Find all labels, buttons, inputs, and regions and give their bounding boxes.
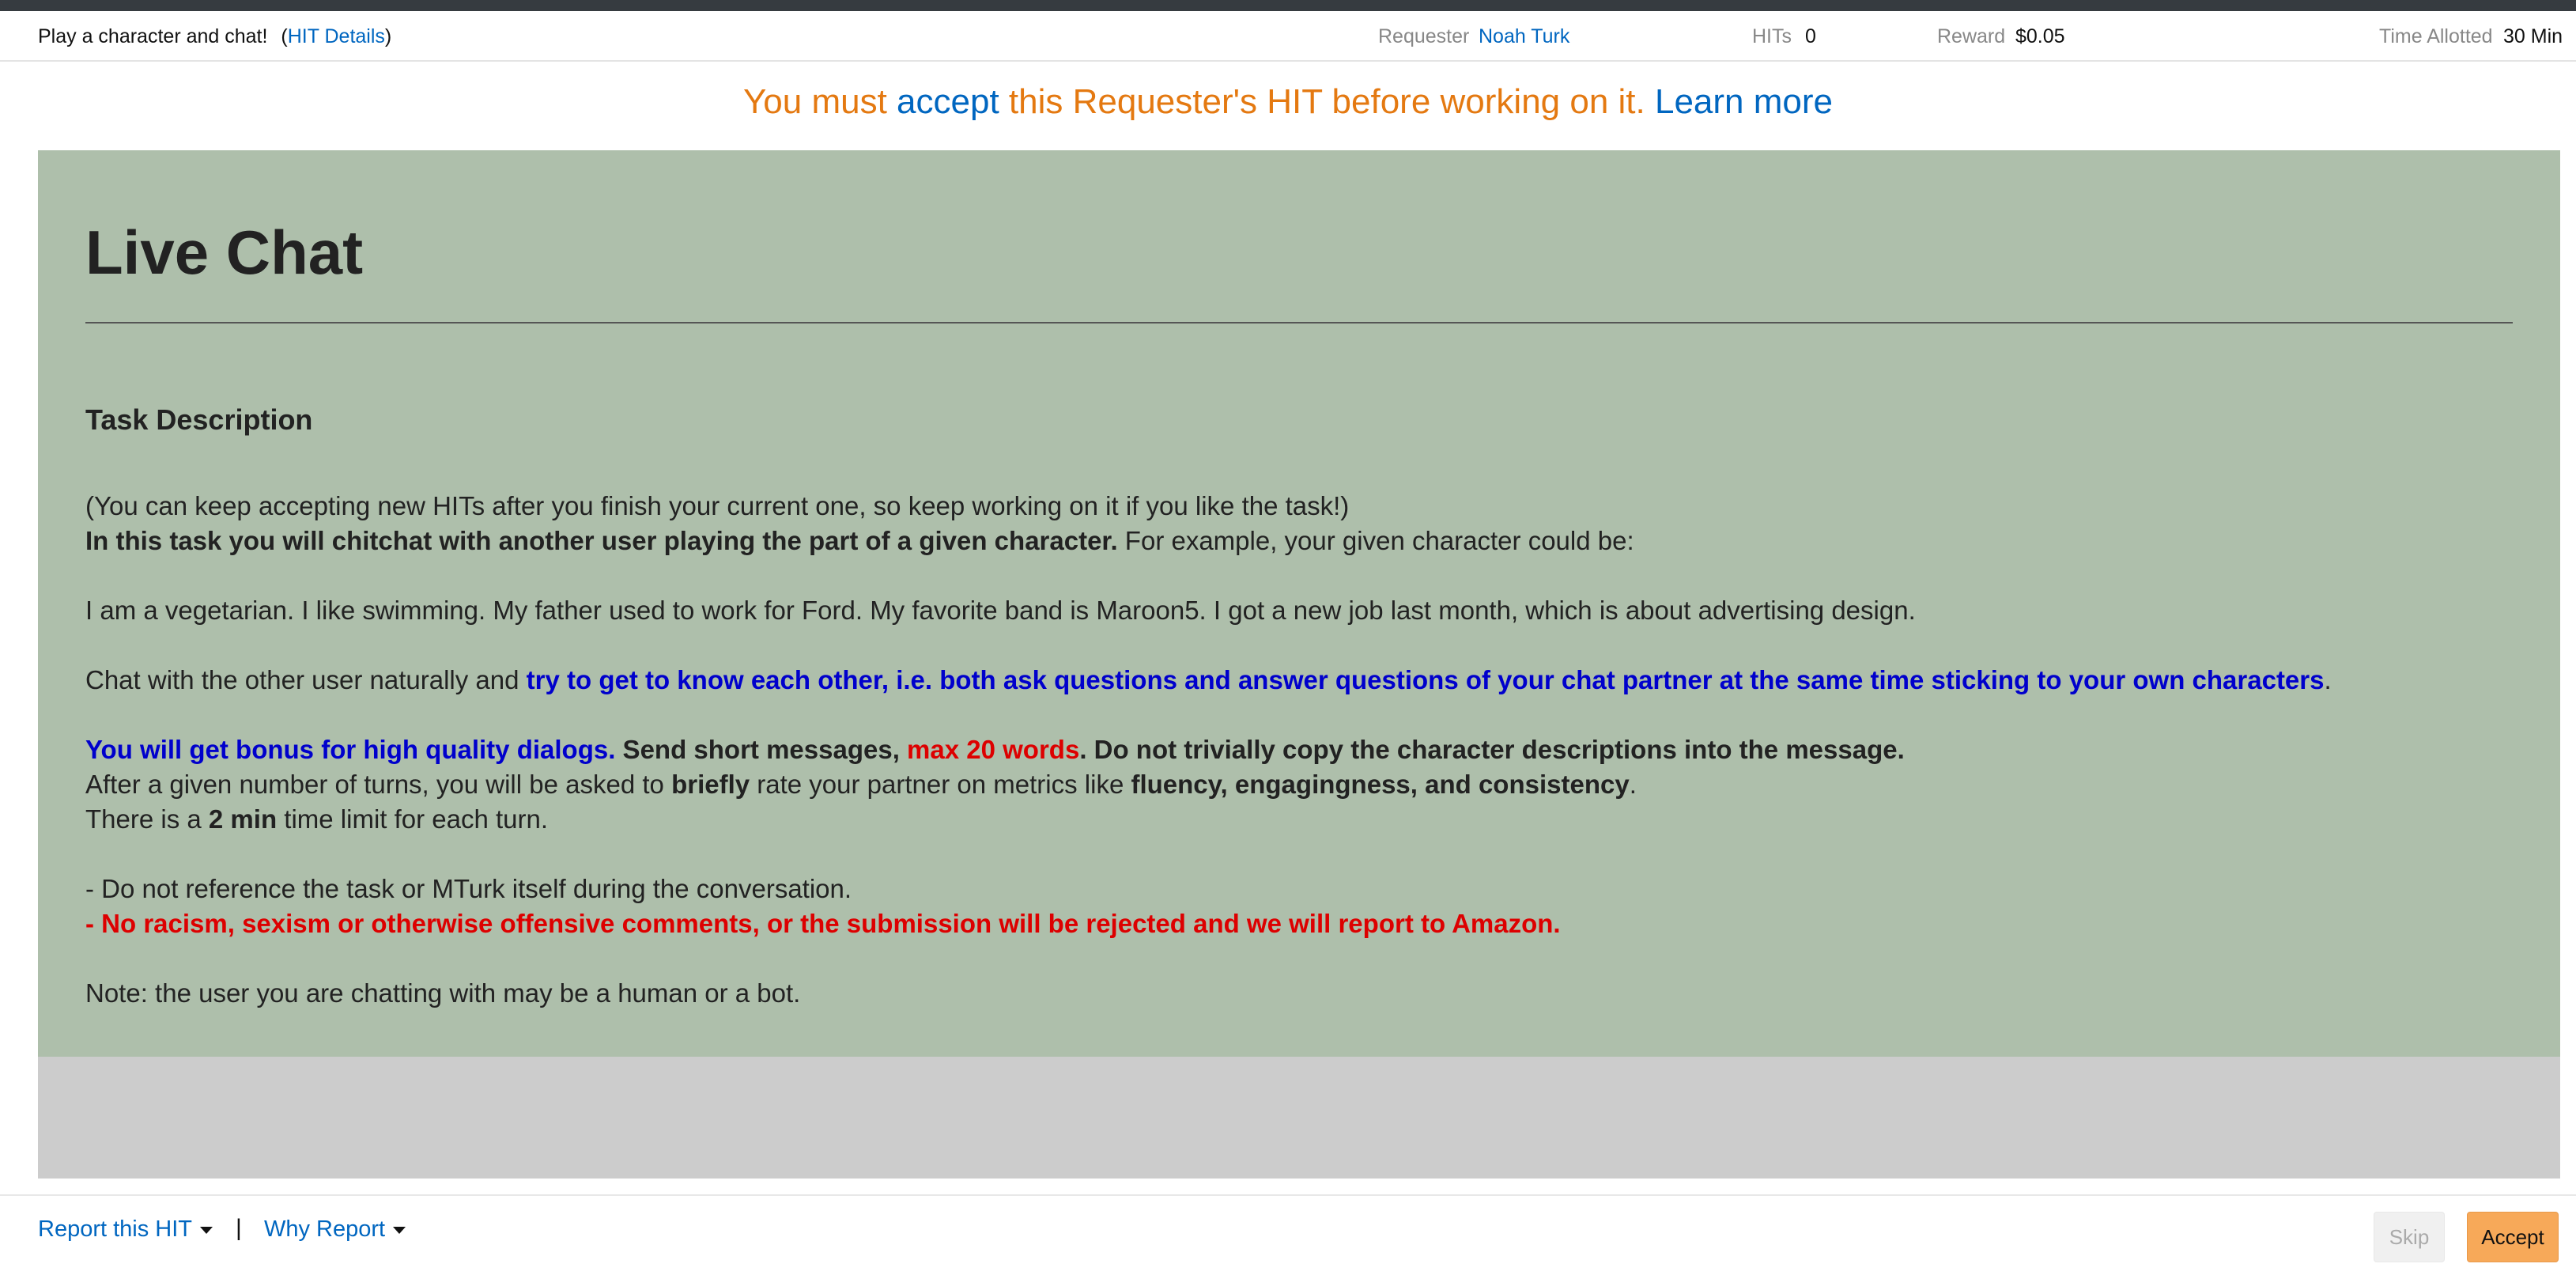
spacer [85, 628, 2536, 663]
hit-title-group [38, 25, 391, 48]
hit-details-open-paren: ( [281, 25, 288, 47]
hits-value: 0 [1805, 25, 1816, 47]
task-description [85, 489, 2536, 1011]
caret-down-icon [200, 1227, 213, 1234]
time-limit-instruction [85, 802, 2536, 837]
bonus-blue-text: You will get bonus for high quality dialogs. [85, 735, 616, 764]
limit-text-c: time limit for each turn. [277, 804, 549, 834]
hit-details-link[interactable]: HIT Details [287, 25, 385, 47]
desc-line-2 [85, 524, 2536, 558]
bonus-text-1: Send short messages, [615, 735, 908, 764]
rate-text-e: . [1629, 770, 1637, 799]
limit-value: 2 min [208, 804, 278, 834]
report-hit-link[interactable] [38, 1216, 213, 1243]
rating-instruction [85, 767, 2536, 802]
chat-prefix: Chat with the other user naturally and [85, 665, 527, 694]
chat-instruction [85, 663, 2536, 698]
skip-button[interactable]: Skip [2374, 1212, 2445, 1262]
title-divider [85, 322, 2513, 323]
desc-line-2-bold: In this task you will chitchat with another user playing the part of a given character. [85, 526, 1118, 555]
character-example: I am a vegetarian. I like swimming. My father used to work for Ford. My favorite band is Maroon5. I got a new job last month, which is about advertising design. [85, 596, 1916, 625]
spacer [85, 837, 2536, 872]
hit-info-bar [0, 11, 2576, 62]
rate-text-b: briefly [671, 770, 750, 799]
learn-more-link[interactable]: Learn more [1654, 82, 1833, 121]
requester-name-link[interactable]: Noah Turk [1479, 25, 1570, 47]
hit-iframe [38, 150, 2560, 1179]
hit-title: Play a character and chat! [38, 25, 268, 47]
spacer [85, 698, 2536, 732]
rate-text-c: rate your partner on metrics like [750, 770, 1131, 799]
why-report-label: Why Report [264, 1216, 386, 1242]
section-heading: Task Description [85, 403, 313, 436]
bot-note: Note: the user you are chatting with may be a human or a bot. [85, 978, 801, 1008]
page-title: Live Chat [85, 218, 364, 287]
spacer [85, 558, 2536, 593]
max-words-text: max 20 words [907, 735, 1080, 764]
time-allotted-value: 30 Min [2503, 25, 2563, 47]
chat-emphasis: try to get to know each other, i.e. both ask questions and answer questions of your chat partner at the same time sticking to your own characters [526, 665, 2325, 694]
rule-no-offensive: - No racism, sexism or otherwise offensive comments, or the submission will be rejected and we will report to Amazon. [85, 909, 1561, 938]
bonus-text-2: . Do not trivially copy the character descriptions into the message. [1079, 735, 1905, 764]
notice-text-2: this Requester's HIT before working on it. [999, 82, 1655, 121]
reward-label: Reward [1937, 25, 2006, 47]
report-hit-label: Report this HIT [38, 1216, 192, 1242]
top-strip [0, 0, 2576, 11]
desc-line-1: (You can keep accepting new HITs after you finish your current one, so keep working on it if you like the task!) [85, 491, 1350, 520]
desc-line-2-rest: For example, your given character could be: [1117, 526, 1634, 555]
accept-button[interactable]: Accept [2467, 1212, 2559, 1262]
caret-down-icon [393, 1227, 406, 1234]
reward-value: $0.05 [2015, 25, 2065, 47]
limit-text-a: There is a [85, 804, 209, 834]
rate-metrics: fluency, engagingness, and consistency [1131, 770, 1630, 799]
task-panel [38, 150, 2560, 1057]
hits-label: HITs [1752, 25, 1792, 47]
accept-link[interactable]: accept [897, 82, 999, 121]
footer-separator: | [236, 1215, 242, 1241]
bonus-instruction [85, 732, 2536, 767]
hit-details-close-paren: ) [384, 25, 392, 47]
requester-label: Requester [1378, 25, 1470, 47]
accept-notice [0, 82, 2576, 122]
chat-suffix: . [2324, 665, 2332, 694]
why-report-link[interactable] [264, 1216, 406, 1243]
notice-text-1: You must [743, 82, 897, 121]
rule-no-reference: - Do not reference the task or MTurk itself during the conversation. [85, 874, 852, 903]
rate-text-a: After a given number of turns, you will be asked to [85, 770, 672, 799]
footer-bar [0, 1196, 2576, 1275]
spacer [85, 941, 2536, 976]
time-allotted-label: Time Allotted [2379, 25, 2493, 47]
